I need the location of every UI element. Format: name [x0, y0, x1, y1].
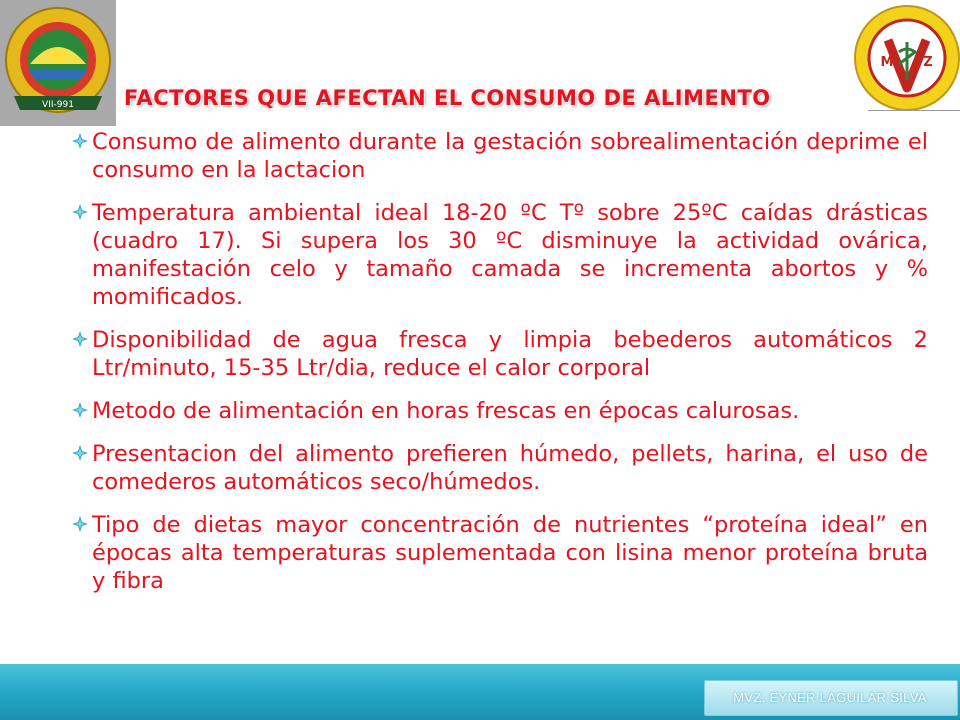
svg-text:VII-991: VII-991 [42, 100, 74, 110]
bullet-text: Consumo de alimento durante la gestación sobrealimentación deprime el consumo en la lactacion [92, 129, 928, 183]
diamond-bullet-icon [72, 331, 88, 347]
svg-text:Z: Z [923, 55, 933, 70]
university-seal-icon [0, 0, 116, 126]
mvz-seal-logo [850, 0, 960, 116]
bullet-text: Presentacion del alimento prefieren húmedo, pellets, harina, el uso de comederos automáticos seco/húmedos. [92, 441, 928, 495]
slide-title: FACTORES QUE AFECTAN EL CONSUMO DE ALIMENTO [124, 86, 771, 110]
diamond-bullet-icon [72, 445, 88, 461]
diamond-bullet-icon [72, 133, 88, 149]
svg-text:M: M [880, 55, 894, 70]
mvz-seal-icon [850, 0, 960, 116]
bullet-text: Metodo de alimentación en horas frescas en épocas calurosas. [92, 398, 800, 424]
bullet-item [72, 440, 928, 496]
bullet-item [72, 199, 928, 311]
footer-author-label: MVZ. EYNER LAGUILAR SILVA [733, 690, 927, 705]
diamond-bullet-icon [72, 204, 88, 220]
bullet-item [72, 326, 928, 382]
bullet-text: Disponibilidad de agua fresca y limpia bebederos automáticos 2 Ltr/minuto, 15-35 Ltr/dia, reduce el calor corporal [92, 327, 928, 381]
university-seal-logo [0, 0, 116, 126]
bullet-list [72, 128, 928, 610]
diamond-bullet-icon [72, 402, 88, 418]
bullet-item [72, 128, 928, 184]
bullet-item [72, 397, 928, 425]
diamond-bullet-icon [72, 516, 88, 532]
bullet-text: Tipo de dietas mayor concentración de nutrientes “proteína ideal” en épocas alta temperaturas suplementada con lisina menor proteína bruta y fibra [92, 512, 928, 594]
title-underline-rule [868, 110, 960, 111]
bullet-item [72, 511, 928, 595]
bullet-text: Temperatura ambiental ideal 18-20 ºC Tº sobre 25ºC caídas drásticas (cuadro 17). Si supera los 30 ºC disminuye la actividad ovárica, manifestación celo y tamaño camada se incrementa abortos y % momificados. [92, 200, 928, 310]
